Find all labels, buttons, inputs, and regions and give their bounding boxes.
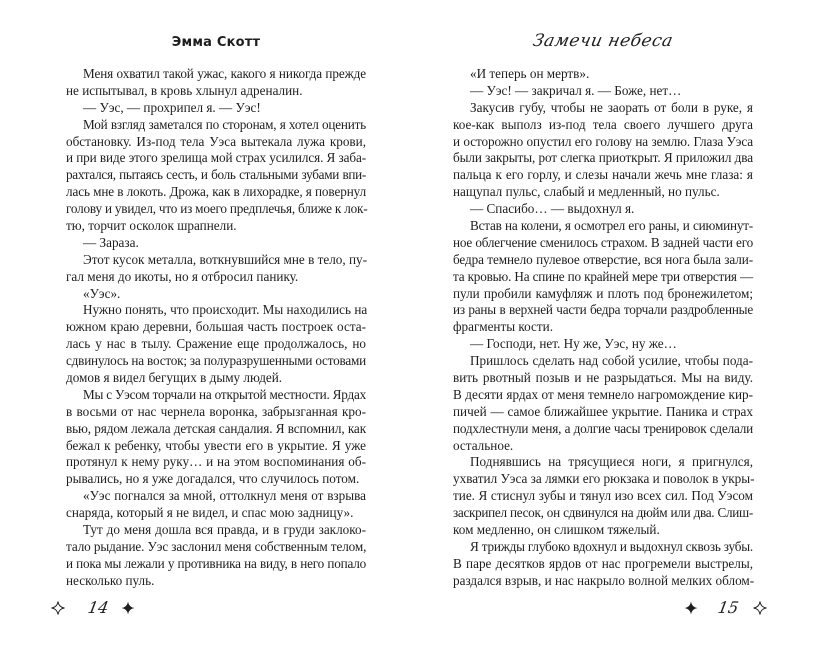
text-line: «Уэс погнался за мной, оттолкнул меня от взрыва [83, 488, 366, 504]
text-line: тало рыдание. Уэс заслонил меня собственным телом, [66, 538, 367, 554]
text-line: заскрипел песок, он сдвинулся на дюйм или два. Слиш- [453, 505, 753, 521]
text-line: лась у нас в тылу. Сражение еще продолжалось, но [66, 336, 366, 352]
filled-star-icon [684, 601, 698, 615]
text-line: та кровью. На спине по крайней мере три отверстия — [453, 268, 753, 284]
text-line: пальца к его горлу, и слезы начали жечь мне глаза: я [453, 167, 753, 183]
text-line: — Господи, нет. Ну же, Уэс, ну же… [470, 336, 677, 352]
text-line: южном краю деревни, большая часть построек оста- [66, 319, 366, 335]
text-line: ное облегчение сменилось страхом. В задней части его [453, 234, 753, 250]
left-page-text [66, 66, 366, 590]
text-line: и пока мы лежали у противника на виду, в него попало [66, 555, 366, 571]
text-line: Мой взгляд заметался по сторонам, я хотел оценить [83, 116, 366, 132]
text-line: были закрыты, рот слегка приоткрыт. Я приложил два [453, 150, 753, 166]
text-line: подхлестнули меня, а долгие часы тренировок сделали [453, 420, 753, 436]
text-line: Тут до меня дошла вся правда, и в груди заклоко- [83, 522, 366, 538]
text-line: Поднявшись на трясущиеся ноги, я пригнулся, [470, 454, 753, 470]
text-line: домов я видел бегущих в дыму людей. [66, 370, 283, 386]
text-line: Мы с Уэсом торчали на открытой местности. Ярдах [83, 386, 367, 402]
filled-star-icon [121, 601, 135, 615]
text-line: рахтался, пытаясь сесть, и боль стальными зубами впи- [66, 167, 366, 183]
text-line: Меня охватил такой ужас, какого я никогда прежде [83, 66, 366, 81]
text-line: фрагменты кости. [453, 319, 554, 335]
text-line: ухватил Уэса за лямки его рюкзака и поволок в укры- [453, 471, 755, 487]
text-line: «Уэс». [83, 285, 121, 301]
text-line: Закусив губу, чтобы не заорать от боли в руке, я [470, 99, 753, 115]
text-line: голову и увидел, что из моего предплечья, ближе к лок- [66, 201, 368, 217]
text-line: — Зараза. [83, 234, 139, 250]
text-line: Я трижды глубоко вдохнул и выдохнул сквозь зубы. [470, 538, 753, 554]
text-line: — Спасибо… — выдохнул я. [470, 201, 635, 217]
text-line: бежал к ребенку, чтобы увести его в укрытие. Я уже [66, 437, 366, 453]
running-head-author: Эмма Скотт [171, 35, 261, 50]
right-page-text [453, 66, 753, 590]
text-line: остальное. [453, 437, 514, 453]
text-line: В паре десятков ярдов от нас прогремели выстрелы, [453, 555, 753, 571]
text-line: тю, торчит осколок шрапнели. [66, 218, 237, 234]
text-line: несколько пуль. [66, 572, 155, 588]
text-line: нащупал пульс, слабый и медленный, но пульс. [453, 184, 720, 200]
running-head-title: Замечи небеса [531, 31, 675, 51]
text-line: — Уэс, — прохрипел я. — Уэс! [83, 99, 261, 115]
text-line: Пришлось сделать над собой усилие, чтобы пода- [470, 353, 753, 369]
outline-star-icon [51, 601, 65, 615]
text-line: лась мне в локоть. Дрожа, как в лихорадке, я повернул [66, 184, 367, 200]
text-line: В десяти ярдах от меня темнело нагромождение кир- [453, 386, 753, 402]
text-line: из раны в верхней части бедра торчали раздробленные [453, 302, 753, 318]
text-line: и осторожно опустил его голову на землю. Глаза Уэса [453, 133, 753, 149]
text-line: «И теперь он мертв». [470, 66, 590, 81]
text-line: рывались, но я уже догадался, что случилось потом. [66, 471, 360, 487]
text-line: гал меня до икоты, но я отбросил панику. [66, 268, 299, 284]
text-line: пули пробили камуфляж и плоть под бронежилетом; [453, 285, 753, 301]
text-line: вью, рядом лежала детская сандалия. Я вспомнил, как [66, 420, 366, 436]
text-line: раздался взрыв, и нас накрыло волной мелких облом- [453, 572, 755, 588]
text-line: — Уэс! — закричал я. — Боже, нет… [470, 82, 682, 98]
text-line: не испытывал, в кровь хлынул адреналин. [66, 82, 303, 98]
right-page [410, 0, 820, 662]
text-line: кое-как выполз из-под тела своего лучшего друга [453, 116, 753, 132]
text-line: протянул к нему руку… и на этом воспоминания об- [66, 454, 366, 470]
text-line: Этот кусок металла, воткнувшийся мне в тело, пу- [83, 251, 368, 267]
outline-star-icon [753, 601, 767, 615]
text-line: снаряда, который я не видел, и спас мою задницу». [66, 505, 354, 521]
text-line: Нужно понять, что происходит. Мы находились на [83, 302, 368, 318]
text-line: пичей — самое ближайшее укрытие. Паника и страх [453, 403, 753, 419]
text-line: ком медленно, он слишком тяжелый. [453, 522, 660, 538]
page-number-right: 15 [716, 598, 741, 617]
text-line: тие. Я стиснул зубы и тянул изо всех сил. Под Уэсом [453, 488, 753, 504]
text-line: и при виде этого зрелища мой страх усилился. Я заба- [66, 150, 366, 166]
text-line: сдвинулось на восток; за полуразрушенными остовами [66, 353, 366, 369]
text-line: вить рвотный позыв и не разрыдаться. Мы на виду. [453, 370, 753, 386]
page-number-left: 14 [86, 598, 111, 617]
text-line: обстановку. Из-под тела Уэса вытекала лужа крови, [66, 133, 366, 149]
text-line: в восьми от нас чернела воронка, забрызганная кро- [66, 403, 366, 419]
text-line: Встав на колени, я осмотрел его раны, и сиюминут- [470, 218, 753, 234]
text-line: бедра темнело пулевое отверстие, вся нога была зали- [453, 251, 753, 267]
